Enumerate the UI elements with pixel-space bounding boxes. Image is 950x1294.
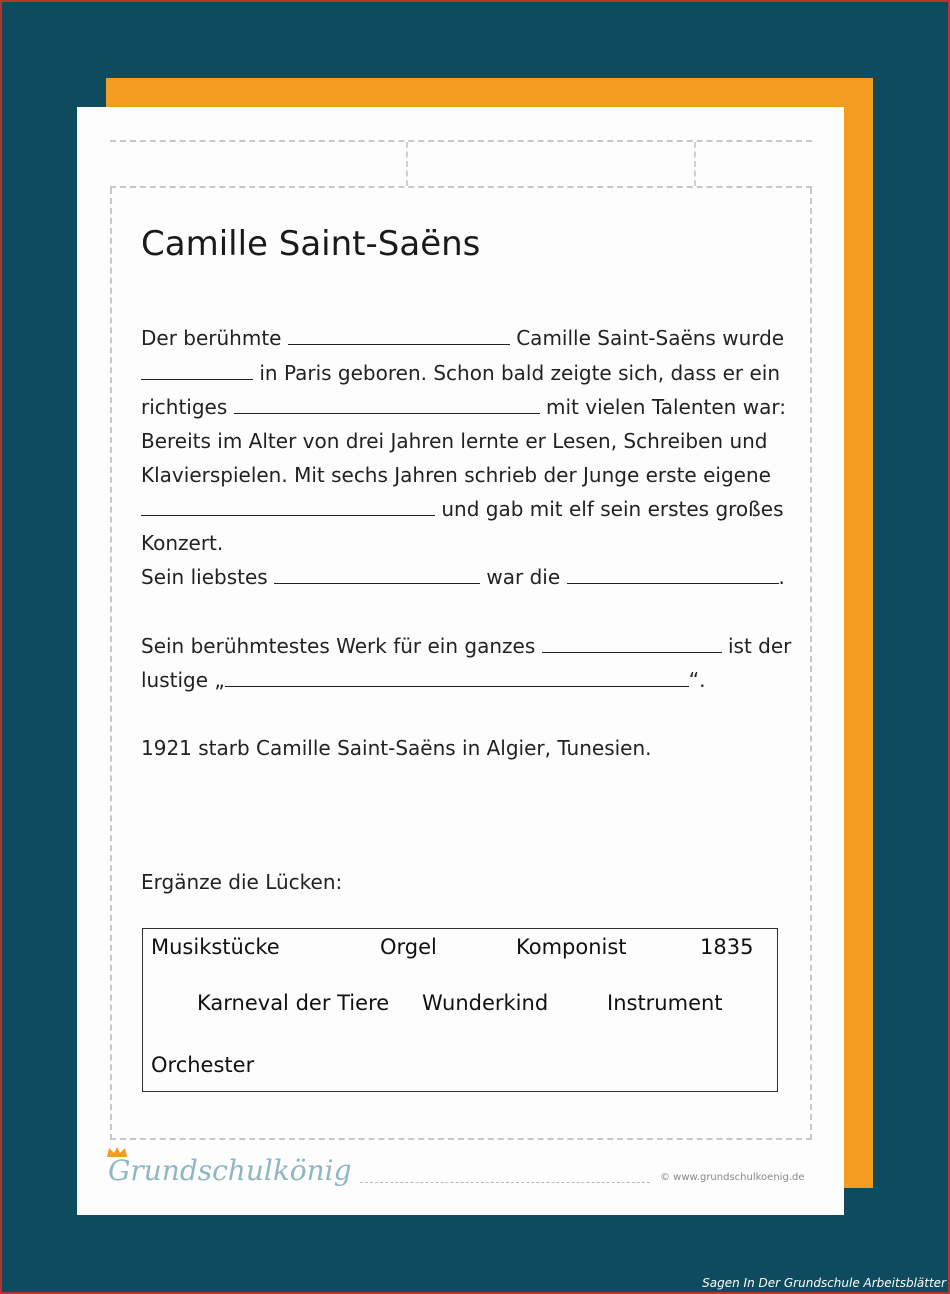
text-line-10 [141, 665, 706, 695]
text-line-5: Klavierspielen. Mit sechs Jahren schrieb der Junge erste eigene [141, 463, 771, 487]
image-caption: Sagen In Der Grundschule Arbeitsblätter [702, 1276, 946, 1290]
gap-blank[interactable] [141, 495, 435, 516]
text-line-7: Konzert. [141, 531, 224, 555]
grundschulkoenig-logo: Grundschulkönig [108, 1154, 352, 1187]
word-wunderkind: Wunderkind [422, 991, 549, 1015]
header-divider [694, 142, 696, 186]
gap-blank[interactable] [141, 359, 253, 380]
text-segment: war die [486, 565, 561, 589]
word-1835: 1835 [700, 935, 754, 959]
text-segment: richtiges [141, 395, 228, 419]
gap-blank[interactable] [274, 563, 480, 584]
text-line-11: 1921 starb Camille Saint-Saëns in Algier, Tunesien. [141, 736, 652, 760]
gap-blank[interactable] [234, 393, 540, 414]
text-line-4: Bereits im Alter von drei Jahren lernte er Lesen, Schreiben und [141, 429, 768, 453]
gap-blank[interactable] [225, 666, 689, 687]
header-dashed-boxes [110, 140, 812, 188]
text-segment: . [778, 565, 785, 589]
text-line-8 [141, 562, 785, 592]
copyright-text: © www.grundschulkoenig.de [660, 1172, 805, 1183]
word-instrument: Instrument [607, 991, 723, 1015]
text-segment: Sein berühmtestes Werk für ein ganzes [141, 634, 536, 658]
text-segment: “. [688, 668, 706, 692]
instruction-text: Ergänze die Lücken: [141, 870, 343, 894]
word-bank-box [142, 928, 778, 1092]
text-segment: mit vielen Talenten war: [546, 395, 786, 419]
text-segment: Der berühmte [141, 326, 282, 350]
header-divider [406, 142, 408, 186]
footer-dashed-line [360, 1182, 650, 1183]
worksheet-title: Camille Saint-Saëns [141, 224, 481, 264]
text-segment: ist der [727, 634, 792, 658]
gap-blank[interactable] [542, 632, 722, 653]
gap-blank[interactable] [567, 563, 779, 584]
text-segment: lustige „ [141, 668, 225, 692]
text-line-2 [141, 358, 780, 388]
text-segment: und gab mit elf sein erstes großes [441, 497, 784, 521]
text-segment: Sein liebstes [141, 565, 268, 589]
gap-blank[interactable] [288, 324, 510, 345]
text-segment: Camille Saint-Saëns wurde [516, 326, 785, 350]
text-segment: in Paris geboren. Schon bald zeigte sich, dass er ein [259, 361, 781, 385]
word-karneval-der-tiere: Karneval der Tiere [197, 991, 390, 1015]
word-musikstuecke: Musikstücke [151, 935, 280, 959]
text-line-1 [141, 323, 784, 353]
text-line-9 [141, 631, 791, 661]
word-orgel: Orgel [380, 935, 437, 959]
word-orchester: Orchester [151, 1053, 255, 1077]
text-line-6 [141, 494, 784, 524]
word-komponist: Komponist [516, 935, 627, 959]
text-line-3 [141, 392, 786, 422]
